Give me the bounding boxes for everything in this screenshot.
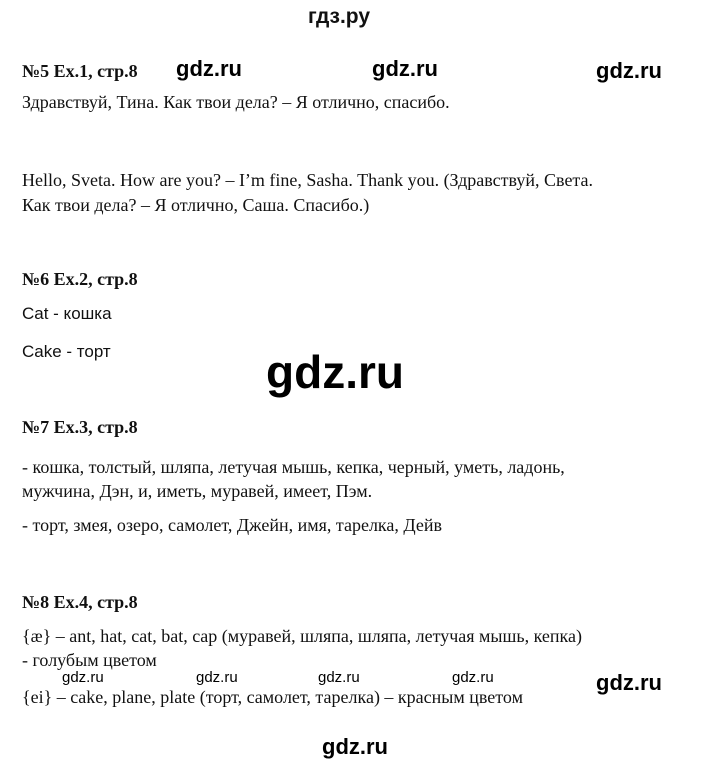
ex5-line-1: Здравствуй, Тина. Как твои дела? – Я отлично, спасибо.: [22, 92, 450, 112]
watermark: gdz.ru: [452, 669, 494, 686]
site-title: гдз.ру: [308, 5, 371, 28]
watermark: gdz.ru: [196, 669, 238, 686]
watermark-large: gdz.ru: [266, 346, 404, 398]
watermark: gdz.ru: [372, 56, 438, 81]
heading-ex8: №8 Ex.4, стр.8: [22, 592, 138, 612]
ex8-line-1: {æ} – ant, hat, cat, bat, cap (муравей, шляпа, шляпа, летучая мышь, кепка): [22, 626, 582, 646]
heading-ex5: №5 Ex.1, стр.8: [22, 61, 138, 81]
watermark: gdz.ru: [318, 669, 360, 686]
ex7-line-1: - кошка, толстый, шляпа, летучая мышь, кепка, черный, уметь, ладонь,: [22, 457, 565, 477]
ex8-line-2: - голубым цветом: [22, 650, 157, 670]
watermark: gdz.ru: [62, 669, 104, 686]
ex7-line-2: мужчина, Дэн, и, иметь, муравей, имеет, Пэм.: [22, 481, 373, 501]
heading-ex7: №7 Ex.3, стр.8: [22, 417, 138, 437]
ex5-line-3: Как твои дела? – Я отлично, Саша. Спасибо.): [22, 195, 370, 215]
heading-ex6: №6 Ex.2, стр.8: [22, 269, 138, 289]
watermark: gdz.ru: [596, 670, 662, 695]
watermark: gdz.ru: [176, 56, 242, 81]
ex8-line-3: {ei} – cake, plane, plate (торт, самолет, тарелка) – красным цветом: [22, 687, 523, 707]
ex5-line-2: Hello, Sveta. How are you? – I’m fine, Sasha. Thank you. (Здравствуй, Света.: [22, 170, 594, 190]
ex7-line-3: - торт, змея, озеро, самолет, Джейн, имя, тарелка, Дейв: [22, 515, 443, 535]
watermark: gdz.ru: [596, 58, 662, 83]
ex6-line-1: Cat - кошка: [22, 304, 112, 323]
ex6-line-2: Cake - торт: [22, 342, 111, 361]
watermark: gdz.ru: [322, 734, 388, 759]
